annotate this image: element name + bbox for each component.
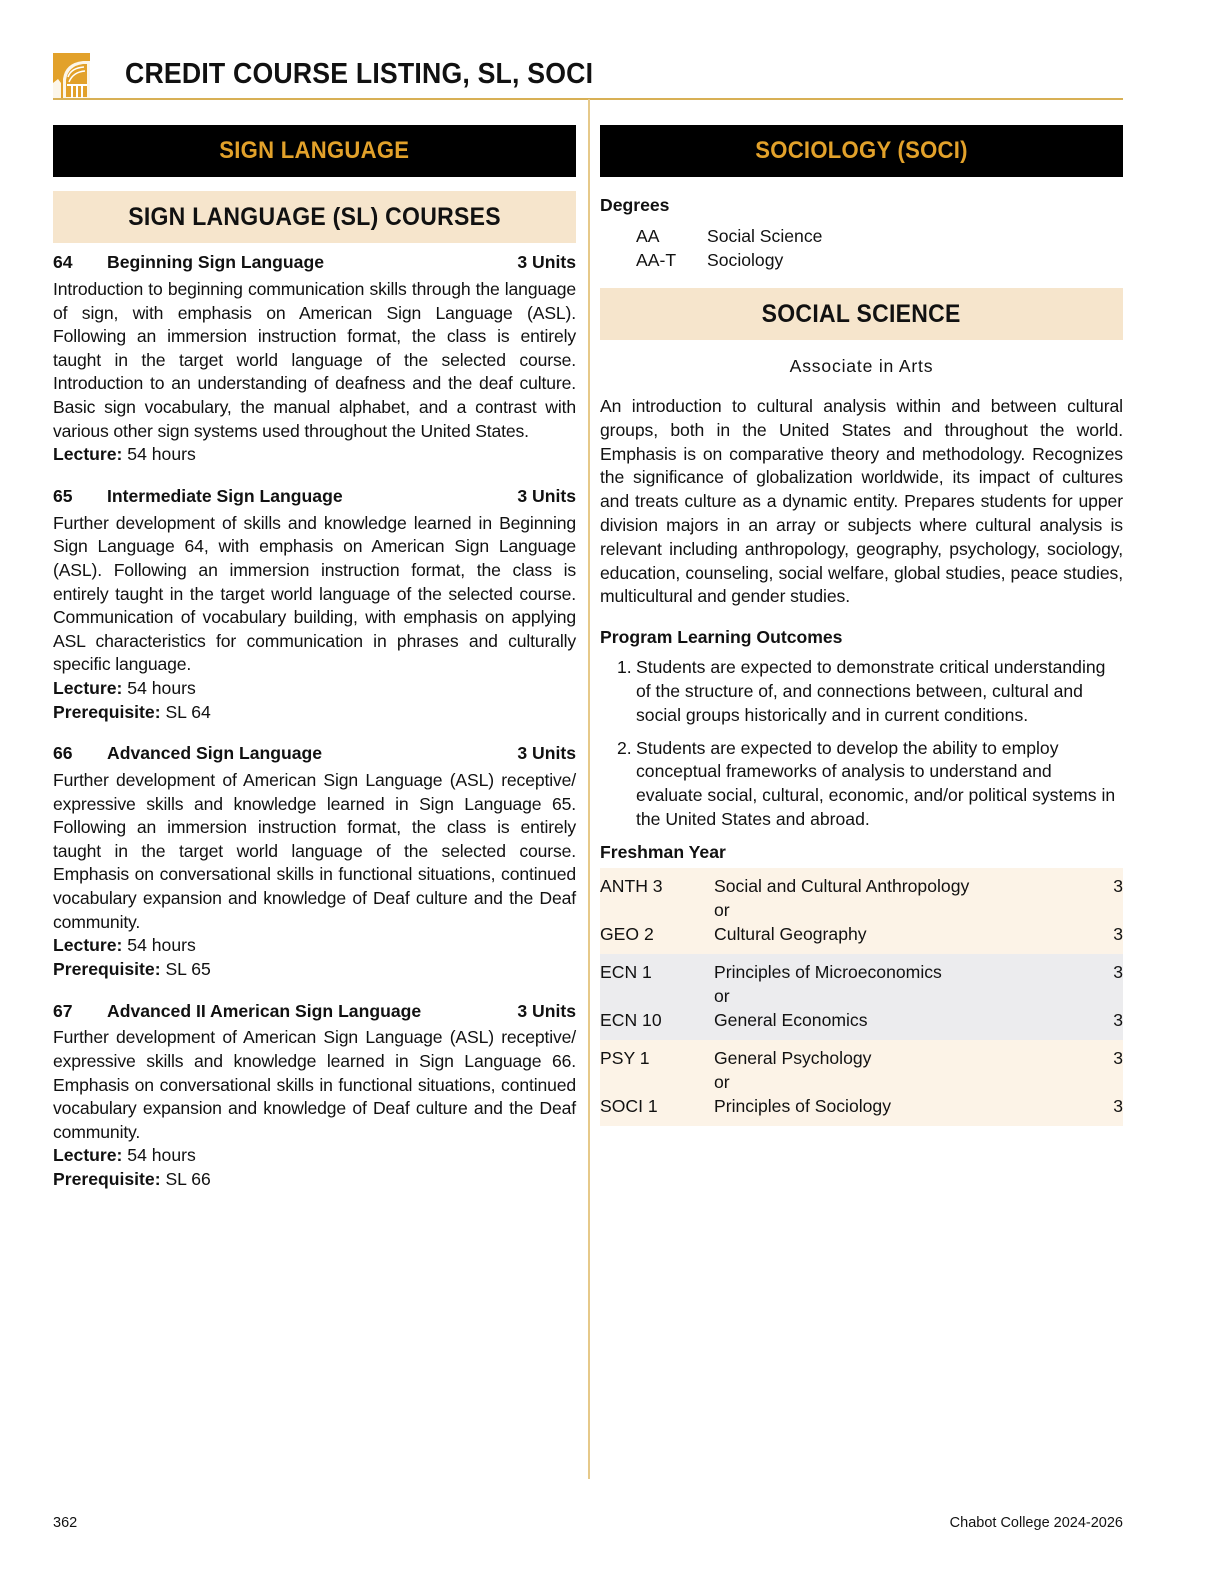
outcome-item — [600, 737, 1123, 832]
outcome-text: Students are expected to demonstrate critical understanding of the structure of, and connections between, cultural and social groups historically and in current conditions. — [636, 657, 1106, 725]
lecture-hours — [53, 443, 576, 467]
course-heading — [53, 742, 576, 766]
degree-code: AA — [636, 226, 660, 246]
page-number: 362 — [53, 1515, 78, 1531]
course-title: Advanced Sign Language — [107, 743, 323, 764]
course-code — [600, 984, 714, 1008]
course-code: ANTH 3 — [600, 875, 663, 896]
or-separator: or — [714, 985, 730, 1006]
course-title: Intermediate Sign Language — [107, 485, 343, 506]
degrees-list — [600, 224, 1123, 272]
course-description: Introduction to beginning communication skills through the language of sign, with emphasis on American Sign Language (ASL). Following an immersion instruction format, the class is entirely taught in the target world language of the selected course. Introduction to an understanding of deafness and the deaf culture. Basic sign vocabulary, the manual alphabet, and a contrast with various other sign systems used throughout the United States. — [53, 279, 576, 441]
or-separator: or — [714, 899, 730, 920]
course-units: 3 — [1113, 1047, 1123, 1068]
course-units — [1103, 984, 1123, 1008]
lecture-label: Lecture: — [53, 444, 123, 465]
outcome-item — [600, 656, 1123, 727]
course-entry — [53, 999, 576, 1191]
course-heading — [53, 999, 576, 1023]
right-column — [600, 125, 1123, 1126]
lecture-hours — [53, 1144, 576, 1168]
degree-row — [600, 248, 1123, 272]
prerequisite-label: Prerequisite: — [53, 958, 161, 979]
program-banner — [600, 288, 1123, 340]
lecture-hours — [53, 934, 576, 958]
course-units: 3 — [1113, 923, 1123, 944]
course-code: ECN 1 — [600, 961, 652, 982]
requirement-row — [600, 1070, 1123, 1094]
dept-banner-label: SIGN LANGUAGE — [219, 137, 410, 164]
requirement-group — [600, 954, 1123, 1040]
degrees-heading: Degrees — [600, 195, 670, 215]
course-description: Further development of American Sign Language (ASL) receptive/ expressive skills and knowledge learned in Sign Language 66. Emphasis on conversational skills in functional situations, continued vocabulary expansion and knowledge of Deaf culture and the Deaf community. — [53, 1027, 576, 1142]
outcome-number: 2. — [617, 737, 632, 758]
lecture-hours — [53, 677, 576, 701]
prerequisite — [53, 1168, 576, 1192]
prerequisite-value: SL 64 — [160, 701, 211, 722]
course-title: Social and Cultural Anthropology — [714, 875, 970, 896]
prerequisite-label: Prerequisite: — [53, 1169, 161, 1189]
course-code: PSY 1 — [600, 1047, 650, 1068]
prerequisite — [53, 958, 576, 982]
column-divider — [588, 99, 590, 1479]
course-title: General Psychology — [714, 1047, 872, 1068]
course-code: SOCI 1 — [600, 1095, 658, 1116]
outcome-number: 1. — [617, 657, 632, 678]
course-units: 3 — [1113, 875, 1123, 896]
dept-banner-label: SOCIOLOGY (SOCI) — [755, 137, 968, 164]
year-heading: Freshman Year — [600, 841, 726, 862]
course-description: Further development of American Sign Language (ASL) receptive/ expressive skills and knowledge learned in Sign Language 65. Following an immersion instruction format, the class is entirely taught in the target world language of the selected course. Emphasis on conversational skills in functional situations, continued vocabulary expansion and knowledge of Deaf culture and the Deaf community. — [53, 770, 576, 932]
course-title: Beginning Sign Language — [107, 252, 324, 273]
requirement-row — [600, 1046, 1123, 1070]
requirement-row — [600, 922, 1123, 946]
degree-name: Social Science — [707, 226, 823, 246]
degree-name: Sociology — [707, 250, 784, 270]
degree-code: AA-T — [636, 250, 677, 270]
course-units: 3 — [1113, 1095, 1123, 1116]
or-separator: or — [714, 1071, 730, 1092]
course-code — [600, 898, 714, 922]
course-units — [1103, 898, 1123, 922]
lecture-value: 54 hours — [122, 677, 196, 698]
requirement-group — [600, 1040, 1123, 1126]
courses-banner — [53, 191, 576, 243]
requirement-row — [600, 1094, 1123, 1118]
course-entry — [53, 742, 576, 981]
college-building-icon — [53, 53, 90, 99]
lecture-label: Lecture: — [53, 935, 123, 956]
course-entry — [53, 251, 576, 467]
course-number: 65 — [53, 485, 73, 506]
lecture-value: 54 hours — [122, 1145, 196, 1166]
program-banner-label: SOCIAL SCIENCE — [762, 299, 961, 328]
requirement-row — [600, 898, 1123, 922]
course-units: 3 Units — [517, 1000, 576, 1021]
outcomes-heading: Program Learning Outcomes — [600, 627, 843, 648]
publication-name: Chabot College 2024-2026 — [949, 1515, 1123, 1531]
course-units: 3 Units — [517, 252, 576, 273]
outcome-text: Students are expected to develop the ability to employ conceptual frameworks of analysis to understand and evaluate social, cultural, economic, and/or political systems in the United States and abroad. — [636, 737, 1116, 829]
requirement-row — [600, 874, 1123, 898]
dept-banner-sociology — [600, 125, 1123, 177]
course-entry — [53, 485, 576, 724]
left-column — [53, 125, 576, 1192]
course-units: 3 — [1113, 1009, 1123, 1030]
courses-banner-label: SIGN LANGUAGE (SL) COURSES — [128, 202, 501, 231]
prerequisite-value: SL 66 — [160, 1169, 211, 1189]
degree-row — [600, 224, 1123, 248]
course-units: 3 Units — [517, 485, 576, 506]
prerequisite-label: Prerequisite: — [53, 701, 161, 722]
course-number: 66 — [53, 743, 73, 764]
course-heading — [53, 485, 576, 509]
course-code — [600, 1070, 714, 1094]
outcomes-list — [600, 656, 1123, 832]
requirement-row — [600, 1008, 1123, 1032]
program-description: An introduction to cultural analysis within and between cultural groups, both in the United States and throughout the world. Emphasis is on comparative theory and methodology. Recognizes the significance of globalization worldwide, its impact of cultures and treats culture as a dynamic entity. Prepares students for upper division majors in an array or subjects where cultural analysis is relevant including anthropology, geography, psychology, sociology, education, counseling, social welfare, global studies, peace studies, multicultural and gender studies. — [600, 396, 1123, 607]
requirements-table — [600, 868, 1123, 1126]
course-description: Further development of skills and knowledge learned in Beginning Sign Language 64, with emphasis on American Sign Language (ASL). Following an immersion instruction format, the class is entirely taught in the target world language of the selected course. Communication of vocabulary building, with emphasis on applying ASL characteristics for communication in phrases and culturally specific language. — [53, 512, 576, 675]
requirement-row — [600, 984, 1123, 1008]
course-units — [1103, 1070, 1123, 1094]
prerequisite-value: SL 65 — [160, 958, 211, 979]
lecture-value: 54 hours — [122, 444, 196, 465]
course-number: 64 — [53, 252, 73, 273]
program-subtitle: Associate in Arts — [789, 356, 934, 376]
course-units: 3 — [1113, 961, 1123, 982]
page-title: CREDIT COURSE LISTING, SL, SOCI — [125, 58, 594, 90]
lecture-label: Lecture: — [53, 1145, 123, 1166]
course-title: Principles of Microeconomics — [714, 961, 942, 982]
course-title: Principles of Sociology — [714, 1095, 892, 1116]
course-title: General Economics — [714, 1009, 868, 1030]
course-code: ECN 10 — [600, 1009, 662, 1030]
course-units: 3 Units — [517, 743, 576, 764]
course-code: GEO 2 — [600, 923, 654, 944]
course-title: Cultural Geography — [714, 923, 867, 944]
lecture-value: 54 hours — [122, 935, 196, 956]
requirement-group — [600, 868, 1123, 954]
course-number: 67 — [53, 1000, 73, 1021]
lecture-label: Lecture: — [53, 677, 123, 698]
course-title: Advanced II American Sign Language — [107, 1000, 422, 1021]
course-heading — [53, 251, 576, 275]
dept-banner-sign-language — [53, 125, 576, 177]
prerequisite — [53, 701, 576, 725]
requirement-row — [600, 960, 1123, 984]
